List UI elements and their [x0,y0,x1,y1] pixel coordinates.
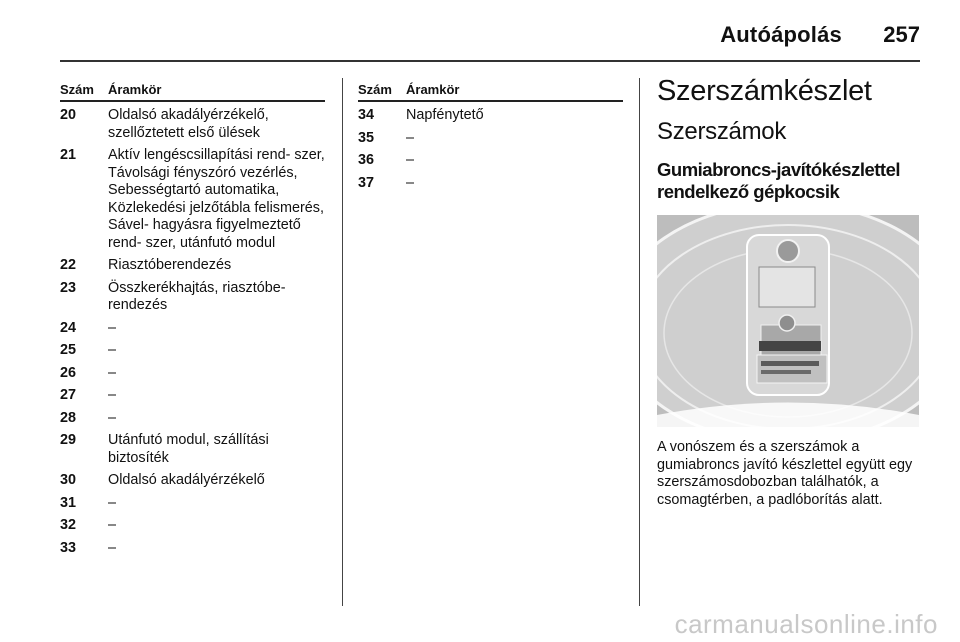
table-row [358,175,623,193]
fuse-number: 21 [60,147,77,163]
fuse-number: 35 [358,129,375,146]
fuse-circuit: – [406,152,415,168]
fuse-number: 34 [358,107,375,123]
table-row [358,152,623,170]
table-row [358,107,623,125]
table-row [60,320,325,338]
fuse-number: 22 [60,257,77,273]
table-row [60,107,325,142]
header-divider [60,60,920,62]
fuse-circuit: – [108,319,117,336]
fuse-circuit: Összkerékhajtás, riasztóbe- rendezés [108,279,286,313]
fuse-number: 23 [60,279,77,296]
table-row [358,130,623,148]
fuse-number: 28 [60,409,77,426]
table-row [60,517,325,535]
fuse-circuit: Riasztóberendezés [108,257,232,273]
fuse-number: 25 [60,342,77,358]
fuse-number: 31 [60,494,77,511]
table-row [60,365,325,383]
fuse-number: 26 [60,364,77,381]
page-header [60,14,920,60]
header-num: Szám [358,82,392,97]
column-divider-1 [342,78,343,606]
toolkit-illustration [657,215,919,427]
fuse-number: 36 [358,152,375,168]
fuse-number: 24 [60,319,77,336]
header-circuit: Áramkör [108,82,162,97]
fuse-number: 32 [60,517,77,533]
fuse-circuit: – [406,174,415,191]
table-row [60,147,325,252]
fuse-table-left [60,82,325,557]
fuse-circuit: Aktív lengéscsillapítási rend- szer, Távolsági fényszóró vezérlés, Sebességtartó automatika, Közlekedési jelzőtábla felismerés, Sável- hagyásra figyelmeztető rend- szer, utánfutó modul [108,147,325,251]
fuse-table-middle [358,82,623,192]
fuse-number: 30 [60,472,77,488]
table-row [60,342,325,360]
watermark: carmanualsonline.info [674,609,938,639]
fuse-circuit: – [108,342,117,358]
header-title: Autóápolás [720,22,842,47]
table-row [60,280,325,315]
table-row [60,257,325,275]
tools-section [657,74,927,509]
table-header [60,82,325,102]
fuse-circuit: – [108,364,117,381]
subsubsection-title: Gumiabroncs-javítókészlettel rendelkező gépkocsik [657,159,901,202]
table-row [60,495,325,513]
table-header [358,82,623,102]
toolkit-image [657,215,919,427]
subsection-title: Szerszámok [657,118,787,145]
fuse-circuit: Oldalsó akadályérzékelő, szellőztetett első ülések [108,107,269,141]
table-row [60,432,325,467]
fuse-number: 29 [60,432,77,448]
table-row [60,472,325,490]
column-divider-2 [639,78,640,606]
fuse-number: 27 [60,387,77,403]
fuse-number: 20 [60,107,77,123]
table-row [60,540,325,558]
fuse-circuit: – [108,494,117,511]
fuse-number: 33 [60,539,77,556]
page-number: 257 [883,22,920,47]
fuse-circuit: Napfénytető [406,107,484,123]
header-num: Szám [60,82,94,97]
fuse-number: 37 [358,174,375,191]
table-row [60,387,325,405]
fuse-circuit: – [108,517,117,533]
section-body: A vonószem és a szerszámok a gumiabroncs javító készlettel együtt egy szerszámosdobozban találhatók, a csomagtérben, a padlóborítás alatt. [657,439,913,508]
fuse-circuit: – [108,409,117,426]
table-row [60,410,325,428]
fuse-circuit: – [108,387,117,403]
fuse-circuit: – [108,539,117,556]
fuse-circuit: Oldalsó akadályérzékelő [108,472,265,488]
header-circuit: Áramkör [406,82,460,97]
fuse-circuit: – [406,129,415,146]
fuse-circuit: Utánfutó modul, szállítási biztosíték [108,432,269,466]
section-title: Szerszámkészlet [657,75,872,107]
